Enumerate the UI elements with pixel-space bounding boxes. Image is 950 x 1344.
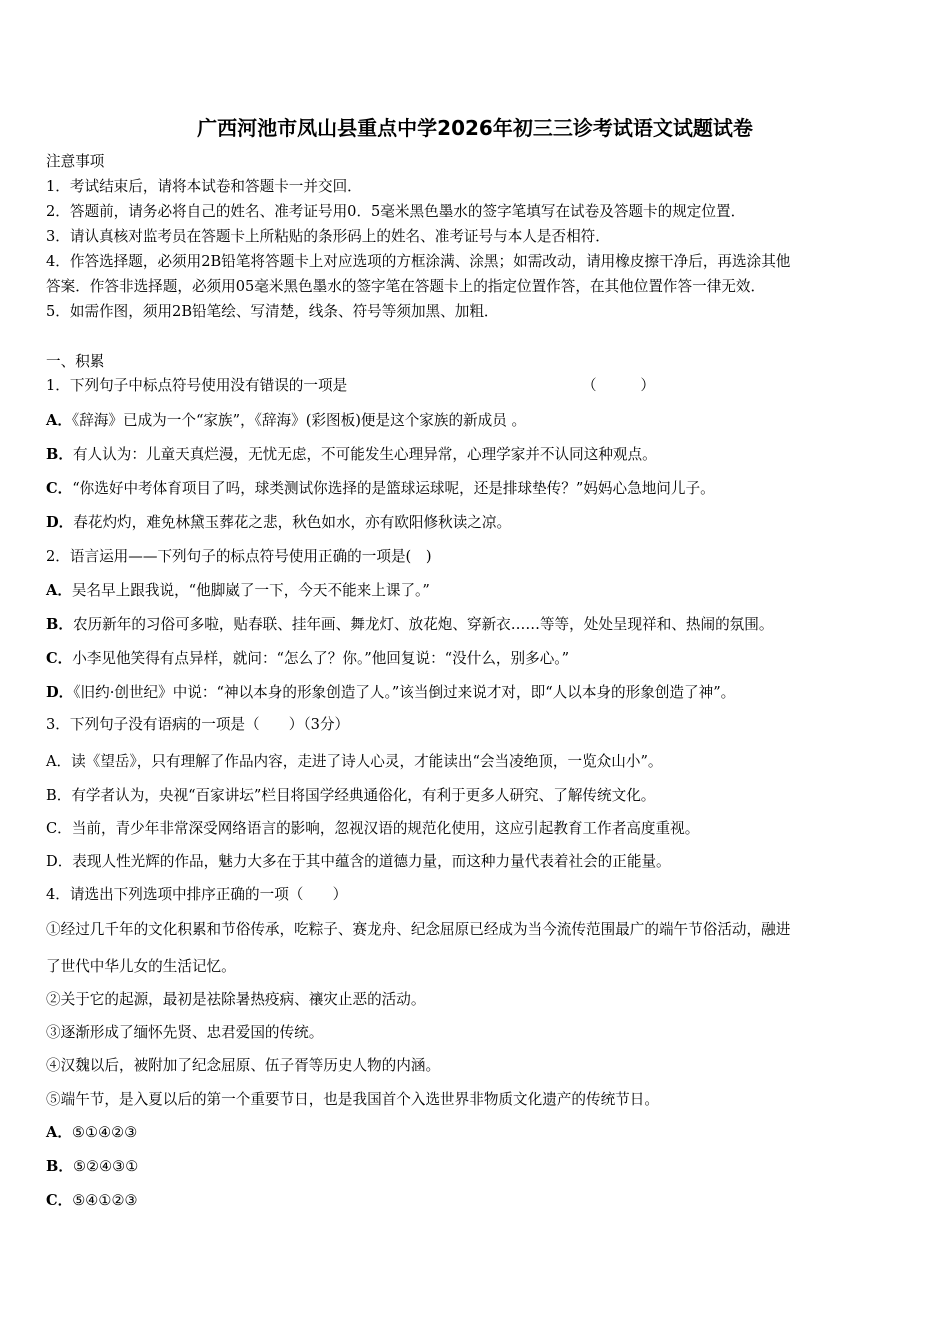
- q1-option-c: [46, 479, 715, 499]
- q1-answer-paren: （ ）: [582, 377, 655, 394]
- q1-option-a: [46, 411, 526, 431]
- option-letter: C．: [46, 650, 73, 667]
- q2-option-a: [46, 581, 430, 601]
- q4-sentence-3: ③逐渐形成了缅怀先贤、忠君爱国的传统。: [46, 1024, 324, 1041]
- q3-option-b: B．有学者认为，央视“百家讲坛”栏目将国学经典通俗化，有利于更多人研究、了解传统文化。: [46, 787, 656, 804]
- option-letter: A．: [46, 412, 72, 429]
- option-text: 吴名早上跟我说，“他脚崴了一下，今天不能来上课了。”: [71, 582, 430, 599]
- option-text: ⑤②④③①: [72, 1158, 139, 1175]
- q1-option-d: [46, 513, 511, 533]
- option-letter: D．: [46, 684, 74, 701]
- notice-line-5: 答案．作答非选择题，必须用05毫米黑色墨水的签字笔在答题卡上的指定位置作答，在其他位置作答一律无效．: [46, 278, 766, 295]
- option-letter: B．: [46, 446, 73, 463]
- q3-option-c: C．当前，青少年非常深受网络语言的影响，忽视汉语的规范化使用，这应引起教育工作者高度重视。: [46, 820, 700, 837]
- q4-option-c: [46, 1191, 138, 1211]
- q3-option-d: D．表现人性光辉的作品，魅力大多在于其中蕴含的道德力量，而这种力量代表着社会的正能量。: [46, 853, 671, 870]
- q2-option-b: [46, 615, 773, 635]
- option-text: 农历新年的习俗可多啦，贴春联、挂年画、舞龙灯、放花炮、穿新衣……等等，处处呈现祥和、热闹的氛围。: [72, 616, 774, 633]
- option-text: 春花灼灼，难免林黛玉葬花之悲，秋色如水，亦有欧阳修秋读之凉。: [73, 514, 512, 531]
- q2-option-d: [46, 683, 735, 703]
- q4-option-b: [46, 1157, 138, 1177]
- q4-sentence-1-cont: 了世代中华儿女的生活记忆。: [46, 958, 236, 975]
- option-text: 《旧约·创世纪》中说：“神以本身的形象创造了人。”该当倒过来说才对，即“人以本身的形象创造了神”。: [73, 684, 736, 701]
- q4-sentence-5: ⑤端午节，是入夏以后的第一个重要节日，也是我国首个入选世界非物质文化遗产的传统节日。: [46, 1091, 659, 1108]
- option-text: ⑤①④②③: [71, 1124, 138, 1141]
- q4-option-a: [46, 1123, 137, 1143]
- option-text: 《辞海》已成为一个“家族”，《辞海》(彩图板)便是这个家族的新成员 。: [71, 412, 527, 429]
- q4-sentence-4: ④汉魏以后，被附加了纪念屈原、伍子胥等历史人物的内涵。: [46, 1057, 441, 1074]
- option-letter: D．: [46, 514, 74, 531]
- q4-sentence-2: ②关于它的起源，最初是祛除暑热疫病、禳灾止恶的活动。: [46, 991, 426, 1008]
- q3-option-a: A．读《望岳》，只有理解了作品内容，走进了诗人心灵，才能读出“会当凌绝顶，一览众山小”。: [46, 753, 663, 770]
- option-letter: C．: [46, 1192, 73, 1209]
- option-text: 有人认为：儿童天真烂漫，无忧无虑，不可能发生心理异常，心理学家并不认同这种观点。: [72, 446, 657, 463]
- q4-stem: 4．请选出下列选项中排序正确的一项（ ）: [46, 886, 348, 903]
- option-text: 小李见他笑得有点异样，就问：“怎么了？你。”他回复说：“没什么，别多心。”: [72, 650, 570, 667]
- q2-stem: 2．语言运用——下列句子的标点符号使用正确的一项是( ): [46, 548, 432, 565]
- option-text: ⑤④①②③: [72, 1192, 138, 1209]
- notice-line-2: 2．答题前，请务必将自己的姓名、准考证号用0．5毫米黑色墨水的签字笔填写在试卷及答题卡的规定位置．: [46, 203, 746, 220]
- notice-heading: 注意事项: [46, 153, 105, 170]
- notice-line-3: 3．请认真核对监考员在答题卡上所粘贴的条形码上的姓名、准考证号与本人是否相符．: [46, 228, 610, 245]
- q1-option-b: [46, 445, 657, 465]
- notice-line-1: 1．考试结束后，请将本试卷和答题卡一并交回．: [46, 178, 362, 195]
- notice-line-6: 5．如需作图，须用2B铅笔绘、写清楚，线条、符号等须加黑、加粗．: [46, 303, 499, 320]
- q2-option-c: [46, 649, 569, 669]
- q3-stem: 3．下列句子没有语病的一项是（ ）（3分）: [46, 716, 350, 733]
- option-letter: A．: [46, 1124, 72, 1141]
- q4-sentence-1: ①经过几千年的文化积累和节俗传承，吃粽子、赛龙舟、纪念屈原已经成为当今流传范围最广的端午节俗活动，融进: [46, 921, 791, 938]
- option-text: “你选好中考体育项目了吗，球类测试你选择的是篮球运球呢，还是排球垫传？”妈妈心急地问儿子。: [72, 480, 715, 497]
- notice-line-4: 4．作答选择题，必须用2B铅笔将答题卡上对应选项的方框涂满、涂黑；如需改动，请用橡皮擦干净后，再选涂其他: [46, 253, 791, 270]
- option-letter: A．: [46, 582, 72, 599]
- option-letter: B．: [46, 616, 73, 633]
- option-letter: B．: [46, 1158, 73, 1175]
- page-title: 广西河池市凤山县重点中学2026年初三三诊考试语文试题试卷: [197, 116, 753, 140]
- section-heading: 一、积累: [46, 353, 105, 370]
- q1-stem: 1．下列句子中标点符号使用没有错误的一项是: [46, 377, 348, 394]
- option-letter: C．: [46, 480, 73, 497]
